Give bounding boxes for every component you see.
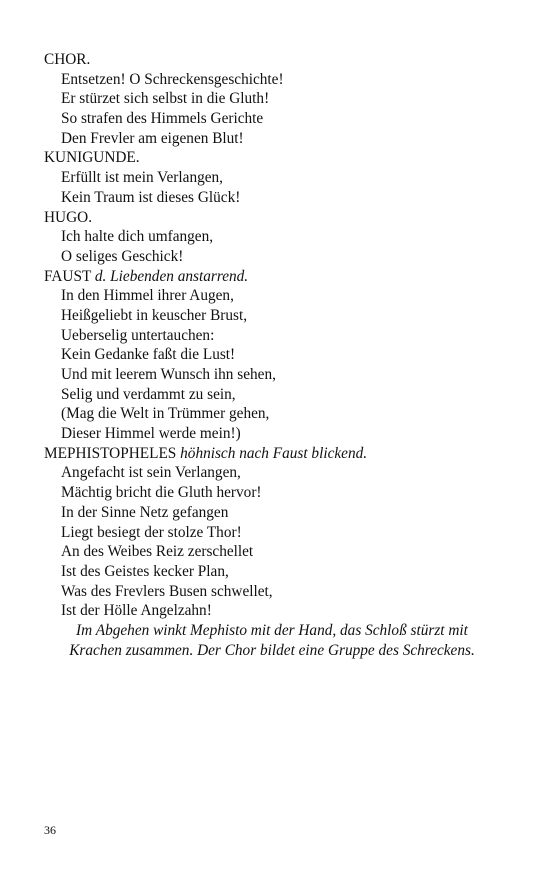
verse-line: Selig und verdammt zu sein, [61, 385, 236, 403]
verse-line: Kein Traum ist dieses Glück! [61, 188, 241, 206]
speaker-line [44, 444, 524, 464]
verse-line: Erfüllt ist mein Verlangen, [61, 169, 223, 187]
speaker-name: KUNIGUNDE. [44, 149, 140, 167]
verse-line: Heißgeliebt in keuscher Brust, [61, 306, 248, 324]
verse-line: Ist der Hölle Angelzahn! [61, 602, 212, 620]
speaker-name: MEPHISTOPHELES [44, 444, 177, 462]
speaker-name: CHOR. [44, 51, 91, 68]
verse-line: So strafen des Himmels Gerichte [61, 110, 264, 128]
speaker-line [44, 208, 524, 228]
verse-line: (Mag die Welt in Trümmer gehen, [61, 405, 270, 423]
verse-line: In den Himmel ihrer Augen, [61, 287, 234, 305]
speaker-line [44, 267, 524, 287]
verse-line: An des Weibes Reiz zerschellet [61, 543, 254, 561]
verse-line: Dieser Himmel werde mein!) [61, 425, 241, 443]
verse-line: Den Frevler am eigenen Blut! [61, 129, 244, 147]
page-number: 36 [44, 823, 56, 837]
speaker-name: HUGO. [44, 208, 93, 226]
verse-line: In der Sinne Netz gefangen [61, 503, 229, 521]
verse-line: Was des Frevlers Busen schwellet, [61, 582, 273, 600]
verse-line: Ist des Geistes kecker Plan, [61, 562, 229, 580]
verse-line: Liegt besiegt der stolze Thor! [61, 523, 242, 541]
speaker-line [44, 148, 524, 168]
verse-line: Und mit leerem Wunsch ihn sehen, [61, 366, 276, 383]
stage-direction-line: Krachen zusammen. Der Chor bildet eine Gruppe des Schreckens. [69, 641, 475, 659]
stage-direction: höhnisch nach Faust blickend. [180, 444, 368, 462]
stage-direction-line: Im Abgehen winkt Mephisto mit der Hand, das Schloß stürzt mit [76, 621, 468, 639]
verse-line: Entsetzen! O Schreckensgeschichte! [61, 70, 284, 88]
verse-line: Mächtig bricht die Gluth hervor! [61, 484, 262, 502]
speaker-name: FAUST [44, 267, 92, 285]
verse-line: Ich halte dich umfangen, [61, 228, 214, 246]
page-text [44, 50, 524, 660]
verse-line: O seliges Geschick! [61, 247, 184, 265]
stage-direction: d. Liebenden anstarrend. [94, 267, 249, 285]
verse-line: Kein Gedanke faßt die Lust! [61, 346, 236, 364]
verse-line: Ueberselig untertauchen: [61, 326, 215, 344]
verse-line: Er stürzet sich selbst in die Gluth! [61, 90, 270, 108]
speaker-line [44, 50, 524, 70]
verse-line: Angefacht ist sein Verlangen, [61, 464, 241, 482]
